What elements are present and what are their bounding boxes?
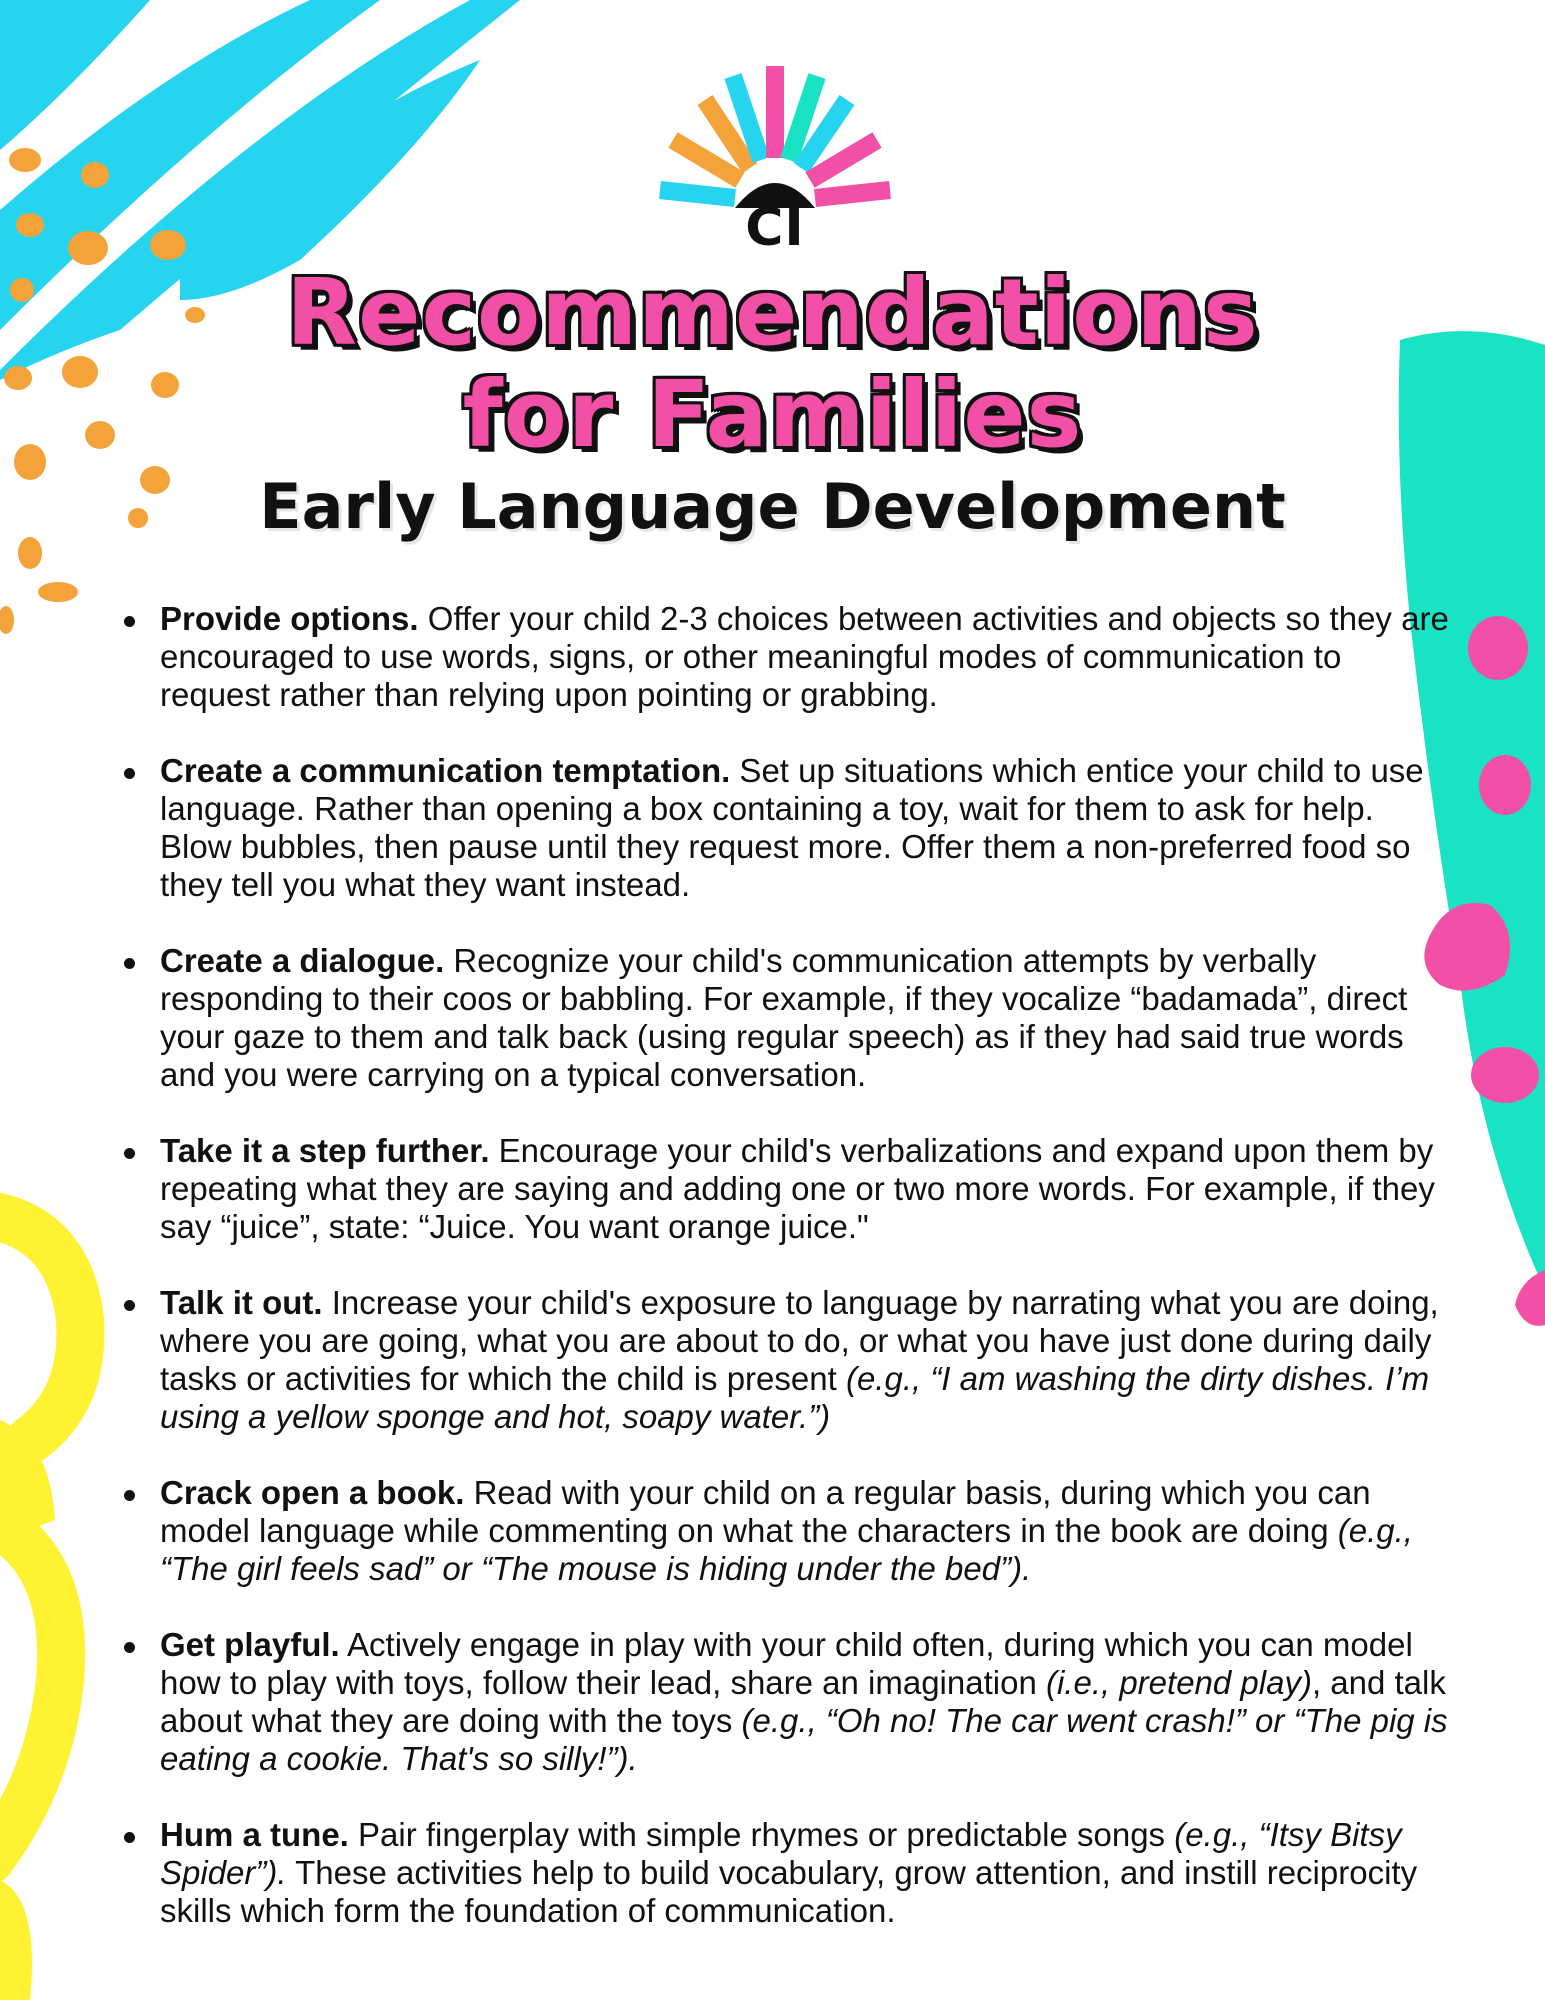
- ci-logo: [615, 58, 935, 258]
- tip-example: (i.e., pretend play): [1045, 1664, 1312, 1701]
- tip-heading: Crack open a book.: [160, 1474, 465, 1511]
- tip-body: Encourage your child's verbalizations and expand upon them by repeating what they are saying and adding one or two more words. For example, if they say “juice”, state: “Juice. You want orange juice.": [160, 1132, 1435, 1245]
- tip-body: Read with your child on a regular basis, during which you can model language while commenting on what the characters in the book are doing: [160, 1474, 1371, 1549]
- tip-heading: Create a communication temptation.: [160, 752, 731, 789]
- tip-body-continued: , and talk about what they are doing with the toys: [160, 1664, 1446, 1739]
- page-title-line-2: for Families: [462, 361, 1083, 468]
- yellow-swirl: [0, 1215, 80, 1860]
- tip-body: Offer your child 2-3 choices between activities and objects so they are encouraged to use words, signs, or other meaningful modes of communication to request rather than relying upon pointing or grabbing.: [160, 600, 1449, 713]
- list-item: [120, 600, 1450, 714]
- tip-body: Actively engage in play with your child often, during which you can model how to play with toys, follow their lead, share an imagination: [160, 1626, 1413, 1701]
- tip-example-2: (e.g., “Oh no! The car went crash!” or “The pig is eating a cookie. That's so silly!”).: [160, 1702, 1448, 1777]
- tip-example: (e.g., “I am washing the dirty dishes. I’m using a yellow sponge and hot, soapy water.”): [160, 1360, 1430, 1435]
- tip-heading: Talk it out.: [160, 1284, 323, 1321]
- tips-list: [120, 600, 1450, 1968]
- list-item: [120, 942, 1450, 1094]
- tip-body-continued: These activities help to build vocabulary, grow attention, and instill reciprocity skills which form the foundation of communication.: [160, 1854, 1418, 1929]
- tip-example: (e.g., “Itsy Bitsy Spider”).: [160, 1816, 1402, 1891]
- tip-heading: Provide options.: [160, 600, 419, 637]
- tip-body: Recognize your child's communication attempts by verbally responding to their coos or babbling. For example, if they vocalize “badamada”, direct your gaze to them and talk back (using regular speech) as if they had said true words and you were carrying on a typical conversation.: [160, 942, 1408, 1093]
- page-subtitle: Early Language Development: [259, 470, 1286, 543]
- list-item: [120, 752, 1450, 904]
- tip-heading: Take it a step further.: [160, 1132, 490, 1169]
- sunburst-icon: [615, 58, 935, 208]
- tip-heading: Get playful.: [160, 1626, 340, 1663]
- list-item: [120, 1474, 1450, 1588]
- list-item: [120, 1284, 1450, 1436]
- tip-body: Pair fingerplay with simple rhymes or predictable songs: [348, 1816, 1175, 1853]
- list-item: [120, 1132, 1450, 1246]
- page-title-line-1: Recommendations: [286, 259, 1259, 366]
- logo-text: CI: [745, 198, 805, 258]
- tip-heading: Create a dialogue.: [160, 942, 445, 979]
- tip-heading: Hum a tune.: [160, 1816, 349, 1853]
- list-item: [120, 1816, 1450, 1930]
- tip-body: Set up situations which entice your child to use language. Rather than opening a box containing a toy, wait for them to ask for help. Blow bubbles, then pause until they request more. Offer them a non-preferred food so they tell you what they want instead.: [160, 752, 1424, 903]
- tip-body: Increase your child's exposure to language by narrating what you are doing, where you are going, what you are about to do, or what you have just done during daily tasks or activities for which the child is present: [160, 1284, 1439, 1397]
- tip-example: (e.g., “The girl feels sad” or “The mouse is hiding under the bed”).: [160, 1512, 1413, 1587]
- list-item: [120, 1626, 1450, 1778]
